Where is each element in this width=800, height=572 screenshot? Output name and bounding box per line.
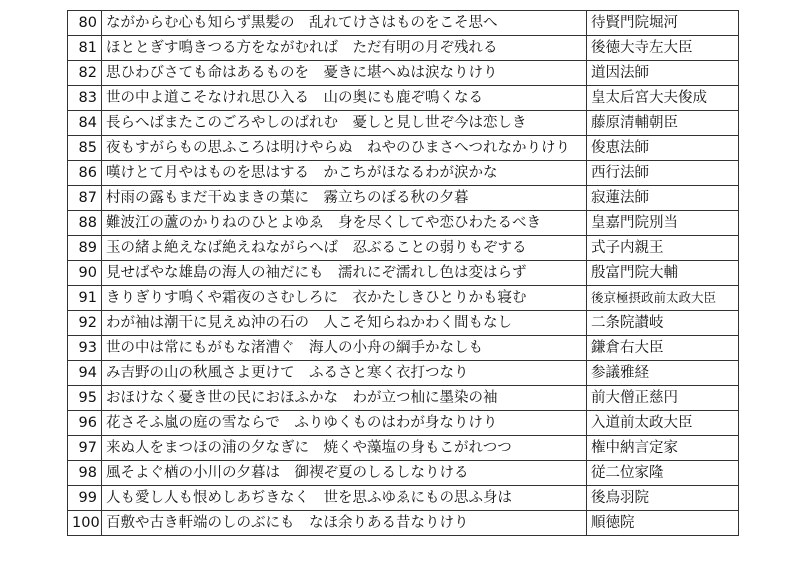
poem-author: 皇嘉門院別当 bbox=[587, 211, 739, 236]
table-row bbox=[68, 136, 739, 161]
poem-text: 見せばやな雄島の海人の袖だにも 濡れにぞ濡れし色は変はらず bbox=[102, 261, 587, 286]
poem-number: 90 bbox=[68, 261, 102, 286]
poem-number: 80 bbox=[68, 11, 102, 36]
table-row bbox=[68, 261, 739, 286]
poem-author: 西行法師 bbox=[587, 161, 739, 186]
poem-author: 寂蓮法師 bbox=[587, 186, 739, 211]
table-row bbox=[68, 236, 739, 261]
poem-author: 二条院讃岐 bbox=[587, 311, 739, 336]
poem-text: 花さそふ嵐の庭の雪ならで ふりゆくものはわが身なりけり bbox=[102, 411, 587, 436]
poem-author: 権中納言定家 bbox=[587, 436, 739, 461]
poem-text: み吉野の山の秋風さよ更けて ふるさと寒く衣打つなり bbox=[102, 361, 587, 386]
poem-text: 玉の緒よ絶えなば絶えねながらへば 忍ぶることの弱りもぞする bbox=[102, 236, 587, 261]
poem-author: 入道前太政大臣 bbox=[587, 411, 739, 436]
table-row bbox=[68, 336, 739, 361]
table-row bbox=[68, 436, 739, 461]
poem-text: 長らへばまたこのごろやしのばれむ 憂しと見し世ぞ今は恋しき bbox=[102, 111, 587, 136]
table-row bbox=[68, 111, 739, 136]
poem-number: 96 bbox=[68, 411, 102, 436]
poem-text: ほととぎす鳴きつる方をながむれば ただ有明の月ぞ残れる bbox=[102, 36, 587, 61]
poem-text: 嘆けとて月やはものを思はする かこちがほなるわが涙かな bbox=[102, 161, 587, 186]
table-row bbox=[68, 211, 739, 236]
table-row bbox=[68, 61, 739, 86]
poem-author: 待賢門院堀河 bbox=[587, 11, 739, 36]
poem-number: 84 bbox=[68, 111, 102, 136]
table-row bbox=[68, 311, 739, 336]
poem-author: 後鳥羽院 bbox=[587, 486, 739, 511]
poem-author: 俊恵法師 bbox=[587, 136, 739, 161]
poem-table bbox=[67, 10, 739, 536]
poem-author: 参議雅経 bbox=[587, 361, 739, 386]
poem-author: 順徳院 bbox=[587, 511, 739, 536]
poem-number: 89 bbox=[68, 236, 102, 261]
poem-text: ながからむ心も知らず黒髪の 乱れてけさはものをこそ思へ bbox=[102, 11, 587, 36]
table-row bbox=[68, 36, 739, 61]
poem-number: 92 bbox=[68, 311, 102, 336]
poem-text: 世の中よ道こそなけれ思ひ入る 山の奥にも鹿ぞ鳴くなる bbox=[102, 86, 587, 111]
table-row bbox=[68, 186, 739, 211]
table-row bbox=[68, 411, 739, 436]
table-row bbox=[68, 461, 739, 486]
poem-number: 85 bbox=[68, 136, 102, 161]
table-row bbox=[68, 161, 739, 186]
poem-author: 前大僧正慈円 bbox=[587, 386, 739, 411]
table-row bbox=[68, 386, 739, 411]
poem-author: 鎌倉右大臣 bbox=[587, 336, 739, 361]
poem-author: 殷富門院大輔 bbox=[587, 261, 739, 286]
poem-author: 道因法師 bbox=[587, 61, 739, 86]
poem-text: 来ぬ人をまつほの浦の夕なぎに 焼くや藻塩の身もこがれつつ bbox=[102, 436, 587, 461]
poem-author: 従二位家隆 bbox=[587, 461, 739, 486]
poem-text: 夜もすがらもの思ふころは明けやらぬ ねやのひまさへつれなかりけり bbox=[102, 136, 587, 161]
table-row bbox=[68, 486, 739, 511]
table-row bbox=[68, 511, 739, 536]
poem-text: 世の中は常にもがもな渚漕ぐ 海人の小舟の綱手かなしも bbox=[102, 336, 587, 361]
poem-text: 思ひわびさても命はあるものを 憂きに堪へぬは涙なりけり bbox=[102, 61, 587, 86]
poem-author: 後徳大寺左大臣 bbox=[587, 36, 739, 61]
poem-number: 98 bbox=[68, 461, 102, 486]
poem-text: おほけなく憂き世の民におほふかな わが立つ杣に墨染の袖 bbox=[102, 386, 587, 411]
poem-author: 藤原清輔朝臣 bbox=[587, 111, 739, 136]
poem-author: 式子内親王 bbox=[587, 236, 739, 261]
poem-number: 94 bbox=[68, 361, 102, 386]
poem-number: 83 bbox=[68, 86, 102, 111]
poem-text: 風そよぐ楢の小川の夕暮は 御禊ぞ夏のしるしなりける bbox=[102, 461, 587, 486]
poem-number: 82 bbox=[68, 61, 102, 86]
poem-number: 93 bbox=[68, 336, 102, 361]
table-row bbox=[68, 86, 739, 111]
poem-text: 難波江の蘆のかりねのひとよゆゑ 身を尽くしてや恋ひわたるべき bbox=[102, 211, 587, 236]
poem-text: わが袖は潮干に見えぬ沖の石の 人こそ知らねかわく間もなし bbox=[102, 311, 587, 336]
poem-number: 88 bbox=[68, 211, 102, 236]
poem-number: 91 bbox=[68, 286, 102, 311]
table-row bbox=[68, 286, 739, 311]
poem-number: 87 bbox=[68, 186, 102, 211]
poem-number: 100 bbox=[68, 511, 102, 536]
poem-text: 百敷や古き軒端のしのぶにも なほ余りある昔なりけり bbox=[102, 511, 587, 536]
poem-text: 人も愛し人も恨めしあぢきなく 世を思ふゆゑにもの思ふ身は bbox=[102, 486, 587, 511]
poem-number: 97 bbox=[68, 436, 102, 461]
poem-text: きりぎりす鳴くや霜夜のさむしろに 衣かたしきひとりかも寝む bbox=[102, 286, 587, 311]
poem-author: 後京極摂政前太政大臣 bbox=[587, 286, 739, 311]
poem-table-body bbox=[68, 11, 739, 536]
poem-author: 皇太后宮大夫俊成 bbox=[587, 86, 739, 111]
poem-text: 村雨の露もまだ干ぬまきの葉に 霧立ちのぼる秋の夕暮 bbox=[102, 186, 587, 211]
poem-number: 86 bbox=[68, 161, 102, 186]
poem-number: 95 bbox=[68, 386, 102, 411]
poem-number: 81 bbox=[68, 36, 102, 61]
table-row bbox=[68, 11, 739, 36]
table-row bbox=[68, 361, 739, 386]
poem-number: 99 bbox=[68, 486, 102, 511]
